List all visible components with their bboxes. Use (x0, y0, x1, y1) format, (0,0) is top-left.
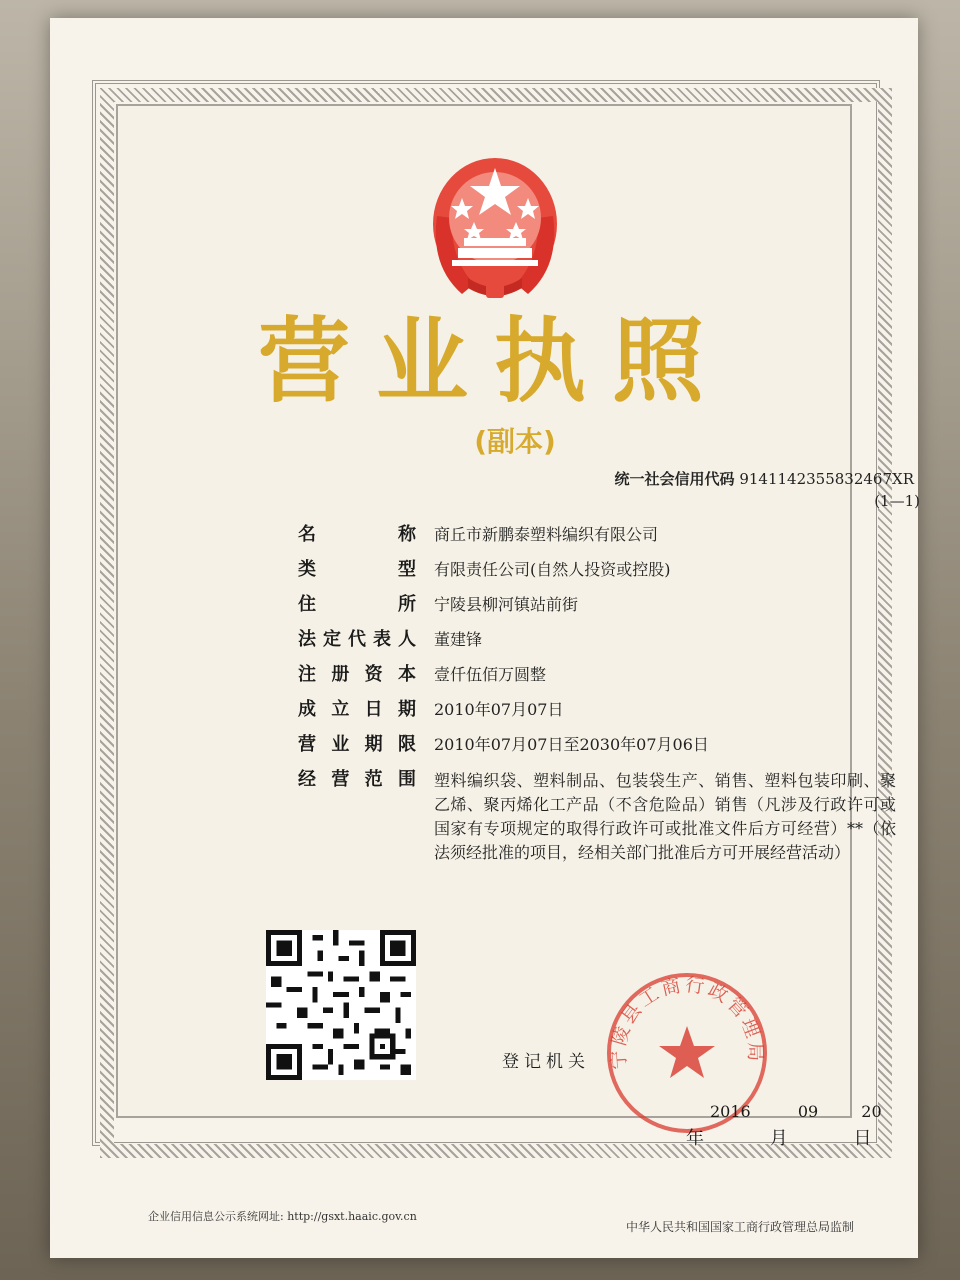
field-value: 商丘市新鹏泰塑料编织有限公司 (434, 525, 659, 544)
business-license-document (50, 18, 918, 1258)
document-title: 营业执照 (258, 308, 731, 415)
field-value: 董建锋 (434, 630, 483, 649)
issue-year: 2016 (710, 1102, 751, 1121)
footer-website: 企业信用信息公示系统网址: http://gsxt.haaic.gov.cn (148, 1210, 417, 1223)
field-value: 有限责任公司(自然人投资或控股) (434, 560, 671, 579)
national-emblem-icon (422, 146, 568, 306)
field-label: 法定代表人 (298, 629, 416, 650)
field-row-scope (298, 765, 908, 915)
field-label: 成立日期 (298, 699, 416, 720)
field-row-name (298, 520, 908, 555)
credit-code-value: 9141142355832467XR (739, 470, 914, 488)
field-value: 壹仟伍佰万圆整 (434, 665, 547, 684)
copy-number: (1—1) (874, 492, 920, 510)
credit-code (534, 466, 914, 492)
date-labels (686, 1124, 902, 1150)
seal-text: 宁陵县工商行政管理局 (607, 973, 767, 1071)
issue-month: 09 (797, 1102, 819, 1121)
field-label: 经营范围 (298, 769, 416, 790)
field-row-address (298, 590, 908, 625)
field-value: 宁陵县柳河镇站前街 (434, 595, 579, 614)
field-label: 类型 (298, 559, 416, 580)
license-fields (298, 520, 908, 915)
field-value: 塑料编织袋、塑料制品、包装袋生产、销售、塑料包装印刷、聚乙烯、聚丙烯化工产品（不含危险品）销售（凡涉及行政许可或国家有专项规定的取得行政许可或批准文件后方可经营）**（依法须经批准的项目，经相关部门批准后方可开展经营活动） (434, 771, 896, 862)
footer-supervisor: 中华人民共和国国家工商行政管理总局监制 (626, 1220, 855, 1234)
field-value: 2010年07月07日 (434, 700, 564, 719)
field-label: 住所 (298, 594, 416, 615)
field-row-established (298, 695, 908, 730)
field-row-legal-rep (298, 625, 908, 660)
field-row-type (298, 555, 908, 590)
issue-date (710, 1102, 882, 1126)
field-value: 2010年07月07日至2030年07月06日 (434, 735, 709, 754)
issue-day: 20 (861, 1102, 882, 1121)
date-unit-labels: 年 月 日 (686, 1128, 902, 1149)
field-row-capital (298, 660, 908, 695)
field-row-term (298, 730, 908, 765)
field-label: 注册资本 (298, 664, 416, 685)
document-subtitle: (副本) (474, 425, 556, 458)
registration-authority-label: 登记机关 (502, 1052, 590, 1072)
field-label: 名称 (298, 524, 416, 545)
field-label: 营业期限 (298, 734, 416, 755)
credit-code-label: 统一社会信用代码 (614, 470, 735, 488)
qr-code-icon (266, 930, 416, 1080)
